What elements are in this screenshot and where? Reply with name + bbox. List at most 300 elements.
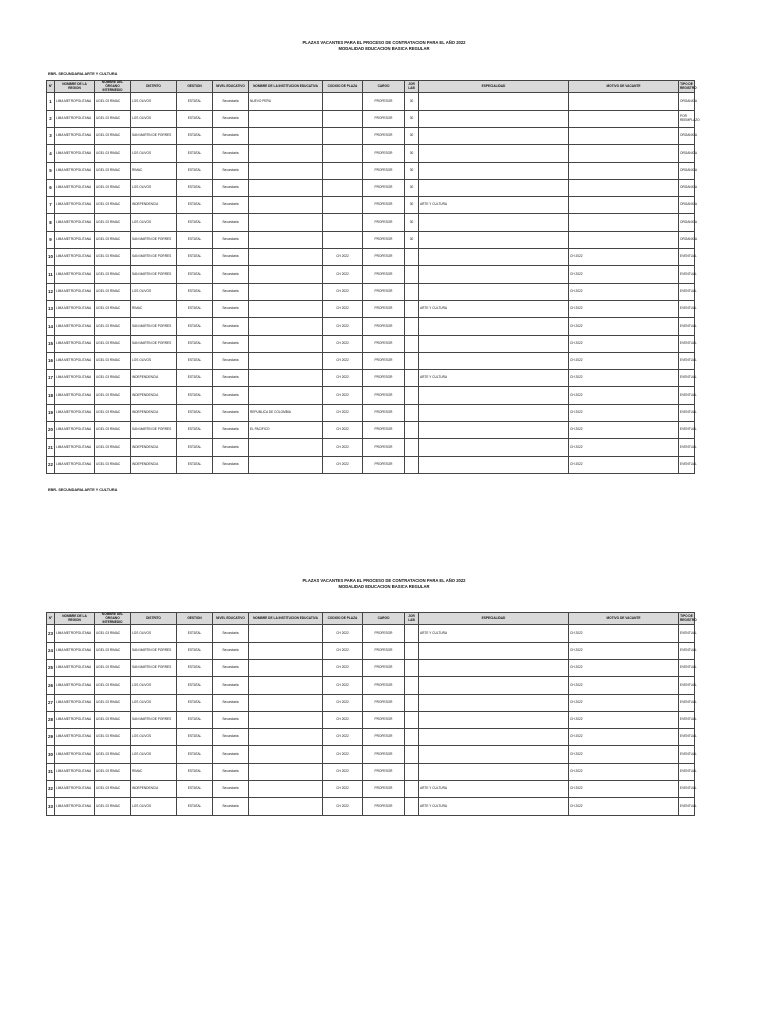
table-cell: 17 (47, 370, 55, 387)
table-cell: CH 2022 (323, 266, 363, 283)
table-cell (419, 677, 569, 694)
table-cell: Secundaria (213, 798, 249, 815)
table-cell (419, 711, 569, 728)
table-cell (323, 110, 363, 127)
table-cell: LIMA METROPOLITANA (55, 798, 95, 815)
table-cell: UGEL 03 RIMAC (95, 318, 131, 335)
table-cell: ESTATAL (177, 746, 213, 763)
table-cell: 29 (47, 729, 55, 746)
table-cell (249, 162, 323, 179)
table-row (47, 318, 695, 335)
table-cell: CH 2022 (569, 318, 679, 335)
table-cell: LIMA METROPOLITANA (55, 729, 95, 746)
table-cell: UGEL 03 RIMAC (95, 456, 131, 473)
table-cell: LIMA METROPOLITANA (55, 370, 95, 387)
table-cell (569, 162, 679, 179)
table-cell: 3 (47, 127, 55, 144)
table-cell: CH 2022 (569, 283, 679, 300)
table-cell: LIMA METROPOLITANA (55, 214, 95, 231)
table-cell: UGEL 03 RIMAC (95, 729, 131, 746)
table-cell: PROFESOR (363, 729, 405, 746)
table-cell (405, 318, 419, 335)
column-header: CARGO (363, 613, 405, 625)
table-cell: Secundaria (213, 300, 249, 317)
table-cell: ESTATAL (177, 179, 213, 196)
column-header: TIPO DE REGISTRO (679, 81, 695, 93)
table-cell: PROFESOR (363, 179, 405, 196)
table-cell: PROFESOR (363, 642, 405, 659)
table-row (47, 763, 695, 780)
table-cell (419, 746, 569, 763)
table-cell: INDEPENDENCIA (131, 456, 177, 473)
table-cell: EVENTUAL (679, 642, 695, 659)
table-row (47, 422, 695, 439)
table-cell: Secundaria (213, 659, 249, 676)
table-cell: PROFESOR (363, 798, 405, 815)
table-cell: SAN MARTIN DE PORRES (131, 249, 177, 266)
table-cell: 30 (405, 110, 419, 127)
table-cell: CH 2022 (323, 729, 363, 746)
table-cell: NUEVO PERU (249, 93, 323, 110)
table-cell: UGEL 03 RIMAC (95, 746, 131, 763)
table-cell (249, 231, 323, 248)
table-cell: SAN MARTIN DE PORRES (131, 266, 177, 283)
column-header: DISTRITO (131, 81, 177, 93)
table-cell: PROFESOR (363, 127, 405, 144)
table-cell (419, 729, 569, 746)
table-cell: UGEL 03 RIMAC (95, 249, 131, 266)
table-cell (405, 283, 419, 300)
table-cell: PROFESOR (363, 110, 405, 127)
table-cell: EVENTUAL (679, 781, 695, 798)
table-cell (419, 439, 569, 456)
table-cell: CH 2022 (323, 694, 363, 711)
table-cell (405, 659, 419, 676)
table-cell: PROFESOR (363, 422, 405, 439)
table-cell: EL PACIFICO (249, 422, 323, 439)
table-cell: LIMA METROPOLITANA (55, 162, 95, 179)
table-cell (405, 642, 419, 659)
table-cell (419, 763, 569, 780)
table-cell: LOS OLIVOS (131, 179, 177, 196)
table-cell (405, 300, 419, 317)
table-cell: PROFESOR (363, 318, 405, 335)
table-cell: UGEL 03 RIMAC (95, 179, 131, 196)
table-cell (249, 318, 323, 335)
table-cell: INDEPENDENCIA (131, 404, 177, 421)
table-cell: Secundaria (213, 283, 249, 300)
table-cell: 26 (47, 677, 55, 694)
table-cell: RIMAC (131, 300, 177, 317)
table-cell (249, 352, 323, 369)
table-cell: CH 2022 (569, 798, 679, 815)
column-header: CARGO (363, 81, 405, 93)
table-cell: EVENTUAL (679, 370, 695, 387)
table-cell: INDEPENDENCIA (131, 197, 177, 214)
table-cell: 19 (47, 404, 55, 421)
table-cell: POR REEMPLAZO (679, 110, 695, 127)
table-cell (419, 352, 569, 369)
table-cell: LIMA METROPOLITANA (55, 456, 95, 473)
table-cell: UGEL 03 RIMAC (95, 677, 131, 694)
page-title: PLAZAS VACANTES PARA EL PROCESO DE CONTRATACION PARA EL AÑO 2022 (302, 578, 466, 583)
table-cell: EVENTUAL (679, 798, 695, 815)
table-cell: SAN MARTIN DE PORRES (131, 335, 177, 352)
column-header: N° (47, 81, 55, 93)
table-row (47, 456, 695, 473)
table-cell: CH 2022 (569, 642, 679, 659)
table-cell: LIMA METROPOLITANA (55, 387, 95, 404)
table-cell: LIMA METROPOLITANA (55, 231, 95, 248)
table-cell (249, 798, 323, 815)
table-cell (569, 145, 679, 162)
table-cell: CH 2022 (323, 746, 363, 763)
table-cell (323, 162, 363, 179)
table-cell (405, 439, 419, 456)
table-cell: Secundaria (213, 694, 249, 711)
table-cell: PROFESOR (363, 214, 405, 231)
table-cell (419, 335, 569, 352)
table-cell: ESTATAL (177, 711, 213, 728)
table-cell: CH 2022 (569, 335, 679, 352)
table-cell (249, 781, 323, 798)
table-cell (419, 110, 569, 127)
table-cell: ARTE Y CULTURA (419, 781, 569, 798)
table-cell: 31 (47, 763, 55, 780)
table-row (47, 179, 695, 196)
table-cell: LIMA METROPOLITANA (55, 110, 95, 127)
table-cell: LOS OLIVOS (131, 677, 177, 694)
table-cell: PROFESOR (363, 93, 405, 110)
table-cell: LIMA METROPOLITANA (55, 422, 95, 439)
table-cell: 14 (47, 318, 55, 335)
table-cell: 9 (47, 231, 55, 248)
table-cell: PROFESOR (363, 335, 405, 352)
table-cell: UGEL 03 RIMAC (95, 781, 131, 798)
table-cell: SAN MARTIN DE PORRES (131, 318, 177, 335)
table-cell: PROFESOR (363, 781, 405, 798)
table-cell: CH 2022 (323, 798, 363, 815)
table-cell (405, 266, 419, 283)
table-cell (323, 197, 363, 214)
table-cell: EVENTUAL (679, 422, 695, 439)
table-row (47, 214, 695, 231)
table-cell (323, 179, 363, 196)
table-cell: Secundaria (213, 266, 249, 283)
table-cell (419, 404, 569, 421)
table-cell: PROFESOR (363, 249, 405, 266)
table-cell: CH 2022 (323, 404, 363, 421)
table-cell: EVENTUAL (679, 283, 695, 300)
table-cell: EVENTUAL (679, 711, 695, 728)
table-row (47, 729, 695, 746)
table-cell: 6 (47, 179, 55, 196)
table-cell: UGEL 03 RIMAC (95, 197, 131, 214)
table-cell: Secundaria (213, 763, 249, 780)
table-cell: EVENTUAL (679, 694, 695, 711)
table-cell: EVENTUAL (679, 335, 695, 352)
table-cell: UGEL 03 RIMAC (95, 642, 131, 659)
table-cell: 13 (47, 300, 55, 317)
table-cell: Secundaria (213, 370, 249, 387)
table-cell: CH 2022 (569, 746, 679, 763)
table-cell (419, 422, 569, 439)
table-cell (249, 456, 323, 473)
table-cell: LIMA METROPOLITANA (55, 642, 95, 659)
table-cell: LOS OLIVOS (131, 798, 177, 815)
table-cell: ESTATAL (177, 300, 213, 317)
table-cell (419, 694, 569, 711)
table-cell: CH 2022 (569, 659, 679, 676)
table-cell (405, 694, 419, 711)
table-cell: ESTATAL (177, 387, 213, 404)
table-cell: CH 2022 (323, 283, 363, 300)
column-header: NIVEL EDUCATIVO (213, 613, 249, 625)
table-cell: LIMA METROPOLITANA (55, 746, 95, 763)
table-row (47, 249, 695, 266)
table-cell: ORGANICA (679, 214, 695, 231)
table-cell: LOS OLIVOS (131, 110, 177, 127)
table-cell: Secundaria (213, 162, 249, 179)
table-cell: LOS OLIVOS (131, 625, 177, 642)
table-cell: ARTE Y CULTURA (419, 798, 569, 815)
table-cell: CH 2022 (323, 763, 363, 780)
table-cell: CH 2022 (569, 729, 679, 746)
table-cell: LIMA METROPOLITANA (55, 694, 95, 711)
table-cell: Secundaria (213, 352, 249, 369)
table-cell: UGEL 03 RIMAC (95, 127, 131, 144)
table-cell: ESTATAL (177, 266, 213, 283)
column-header: NOMBRE DEL ÓRGANO INTERMEDIO (95, 81, 131, 93)
table-cell (569, 110, 679, 127)
table-cell: SAN MARTIN DE PORRES (131, 231, 177, 248)
table-cell: Secundaria (213, 404, 249, 421)
table-cell: ESTATAL (177, 439, 213, 456)
table-cell: UGEL 03 RIMAC (95, 300, 131, 317)
table-cell: INDEPENDENCIA (131, 781, 177, 798)
table-cell: INDEPENDENCIA (131, 387, 177, 404)
table-cell (249, 283, 323, 300)
table-cell: Secundaria (213, 231, 249, 248)
table-cell: INDEPENDENCIA (131, 370, 177, 387)
table-cell: UGEL 03 RIMAC (95, 763, 131, 780)
table-cell: LIMA METROPOLITANA (55, 318, 95, 335)
table-cell: 11 (47, 266, 55, 283)
table-cell: 21 (47, 439, 55, 456)
column-header: NOMBRE DE LA REGION (55, 81, 95, 93)
table-cell: 12 (47, 283, 55, 300)
table-cell: ESTATAL (177, 93, 213, 110)
table-cell: INDEPENDENCIA (131, 439, 177, 456)
column-header: ESPECIALIDAD (419, 81, 569, 93)
table-cell: LIMA METROPOLITANA (55, 659, 95, 676)
table-cell (419, 231, 569, 248)
page-title: PLAZAS VACANTES PARA EL PROCESO DE CONTRATACION PARA EL AÑO 2022 (302, 40, 466, 45)
table-cell: 30 (405, 231, 419, 248)
column-header: JOR LAB (405, 613, 419, 625)
table-cell: UGEL 03 RIMAC (95, 625, 131, 642)
table-cell: PROFESOR (363, 266, 405, 283)
table-cell: Secundaria (213, 335, 249, 352)
table-cell: Secundaria (213, 93, 249, 110)
table-cell (569, 127, 679, 144)
table-cell: ESTATAL (177, 352, 213, 369)
table-cell: EVENTUAL (679, 746, 695, 763)
table-cell: UGEL 03 RIMAC (95, 798, 131, 815)
table-cell (249, 729, 323, 746)
table-row (47, 798, 695, 815)
table-cell (405, 677, 419, 694)
table-cell: Secundaria (213, 746, 249, 763)
table-cell: CH 2022 (569, 300, 679, 317)
table-cell: CH 2022 (323, 300, 363, 317)
table-cell: UGEL 03 RIMAC (95, 387, 131, 404)
table-cell (249, 249, 323, 266)
table-cell: LIMA METROPOLITANA (55, 249, 95, 266)
table-header-row (47, 81, 695, 93)
table-cell (419, 266, 569, 283)
table-cell: ESTATAL (177, 677, 213, 694)
table-cell: EVENTUAL (679, 677, 695, 694)
table-cell: PROFESOR (363, 300, 405, 317)
column-header: MOTIVO DE VACANTE (569, 81, 679, 93)
table-cell: UGEL 03 RIMAC (95, 231, 131, 248)
table-cell: CH 2022 (323, 318, 363, 335)
table-cell: 20 (47, 422, 55, 439)
table-cell: Secundaria (213, 110, 249, 127)
table-cell: ESTATAL (177, 335, 213, 352)
table-cell (405, 746, 419, 763)
table-cell (249, 145, 323, 162)
table-cell: ESTATAL (177, 145, 213, 162)
page-subtitle: MODALIDAD EDUCACION BASICA REGULAR (338, 584, 430, 589)
table-cell: EVENTUAL (679, 763, 695, 780)
table-cell (405, 711, 419, 728)
table-cell (405, 249, 419, 266)
table-cell (249, 197, 323, 214)
table-cell: 32 (47, 781, 55, 798)
column-header: NIVEL EDUCATIVO (213, 81, 249, 93)
table-cell (569, 197, 679, 214)
table-cell (405, 763, 419, 780)
table-cell: Secundaria (213, 781, 249, 798)
table-row (47, 352, 695, 369)
table-row (47, 659, 695, 676)
table-cell (419, 318, 569, 335)
table-cell: CH 2022 (323, 659, 363, 676)
table-cell: 7 (47, 197, 55, 214)
table-cell: ARTE Y CULTURA (419, 197, 569, 214)
table-row (47, 711, 695, 728)
table-cell (249, 300, 323, 317)
table-cell (419, 456, 569, 473)
table-cell: ESTATAL (177, 162, 213, 179)
table-cell: Secundaria (213, 439, 249, 456)
table-cell: EVENTUAL (679, 729, 695, 746)
table-cell (405, 781, 419, 798)
table-cell: ORGANICA (679, 93, 695, 110)
table-cell: Secundaria (213, 422, 249, 439)
table-cell (419, 283, 569, 300)
table-cell: SAN MARTIN DE PORRES (131, 422, 177, 439)
table-cell: CH 2022 (569, 422, 679, 439)
table-cell: EVENTUAL (679, 659, 695, 676)
table-cell: Secundaria (213, 249, 249, 266)
table-cell: CH 2022 (569, 677, 679, 694)
column-header: GESTION (177, 613, 213, 625)
table-row (47, 335, 695, 352)
table-cell: UGEL 03 RIMAC (95, 439, 131, 456)
table-cell (405, 404, 419, 421)
column-header: NOMBRE DE LA INSTITUCION EDUCATIVA (249, 613, 323, 625)
table-cell: Secundaria (213, 127, 249, 144)
table-cell: EVENTUAL (679, 266, 695, 283)
document-page-1 (0, 40, 768, 492)
column-header: JOR LAB (405, 81, 419, 93)
table-cell (419, 659, 569, 676)
table-cell: UGEL 03 RIMAC (95, 145, 131, 162)
table-cell: ESTATAL (177, 729, 213, 746)
table-cell: 27 (47, 694, 55, 711)
table-cell: EVENTUAL (679, 456, 695, 473)
table-cell (569, 214, 679, 231)
table-cell: CH 2022 (569, 763, 679, 780)
table-header-row (47, 613, 695, 625)
table-cell: LIMA METROPOLITANA (55, 179, 95, 196)
table-cell: ESTATAL (177, 763, 213, 780)
table-cell: ARTE Y CULTURA (419, 300, 569, 317)
table-cell (419, 93, 569, 110)
table-cell: ORGANICA (679, 197, 695, 214)
table-row (47, 266, 695, 283)
table-cell: PROFESOR (363, 404, 405, 421)
table-cell (249, 110, 323, 127)
table-cell: UGEL 03 RIMAC (95, 404, 131, 421)
table-cell: CH 2022 (569, 456, 679, 473)
table-cell: ORGANICA (679, 127, 695, 144)
table-cell (249, 370, 323, 387)
table-cell: UGEL 03 RIMAC (95, 659, 131, 676)
table-cell: ESTATAL (177, 283, 213, 300)
table-cell: 15 (47, 335, 55, 352)
table-cell: ESTATAL (177, 642, 213, 659)
table-cell: CH 2022 (569, 711, 679, 728)
table-cell: CH 2022 (569, 387, 679, 404)
table-cell: UGEL 03 RIMAC (95, 352, 131, 369)
table-cell: CH 2022 (569, 694, 679, 711)
table-cell: ESTATAL (177, 127, 213, 144)
table-cell: CH 2022 (569, 352, 679, 369)
table-row (47, 93, 695, 110)
table-cell (405, 422, 419, 439)
table-cell: LIMA METROPOLITANA (55, 439, 95, 456)
table-cell: PROFESOR (363, 352, 405, 369)
table-cell: SAN MARTIN DE PORRES (131, 711, 177, 728)
table-cell: PROFESOR (363, 659, 405, 676)
table-cell: 10 (47, 249, 55, 266)
table-cell: PROFESOR (363, 711, 405, 728)
table-cell: LIMA METROPOLITANA (55, 266, 95, 283)
document-page-2 (0, 578, 768, 809)
table-cell: 30 (405, 214, 419, 231)
table-cell: 25 (47, 659, 55, 676)
table-cell: 28 (47, 711, 55, 728)
table-cell: 30 (405, 179, 419, 196)
vacancies-table (46, 80, 700, 474)
column-header: NOMBRE DE LA INSTITUCION EDUCATIVA (249, 81, 323, 93)
table-row (47, 694, 695, 711)
table-cell: CH 2022 (323, 422, 363, 439)
